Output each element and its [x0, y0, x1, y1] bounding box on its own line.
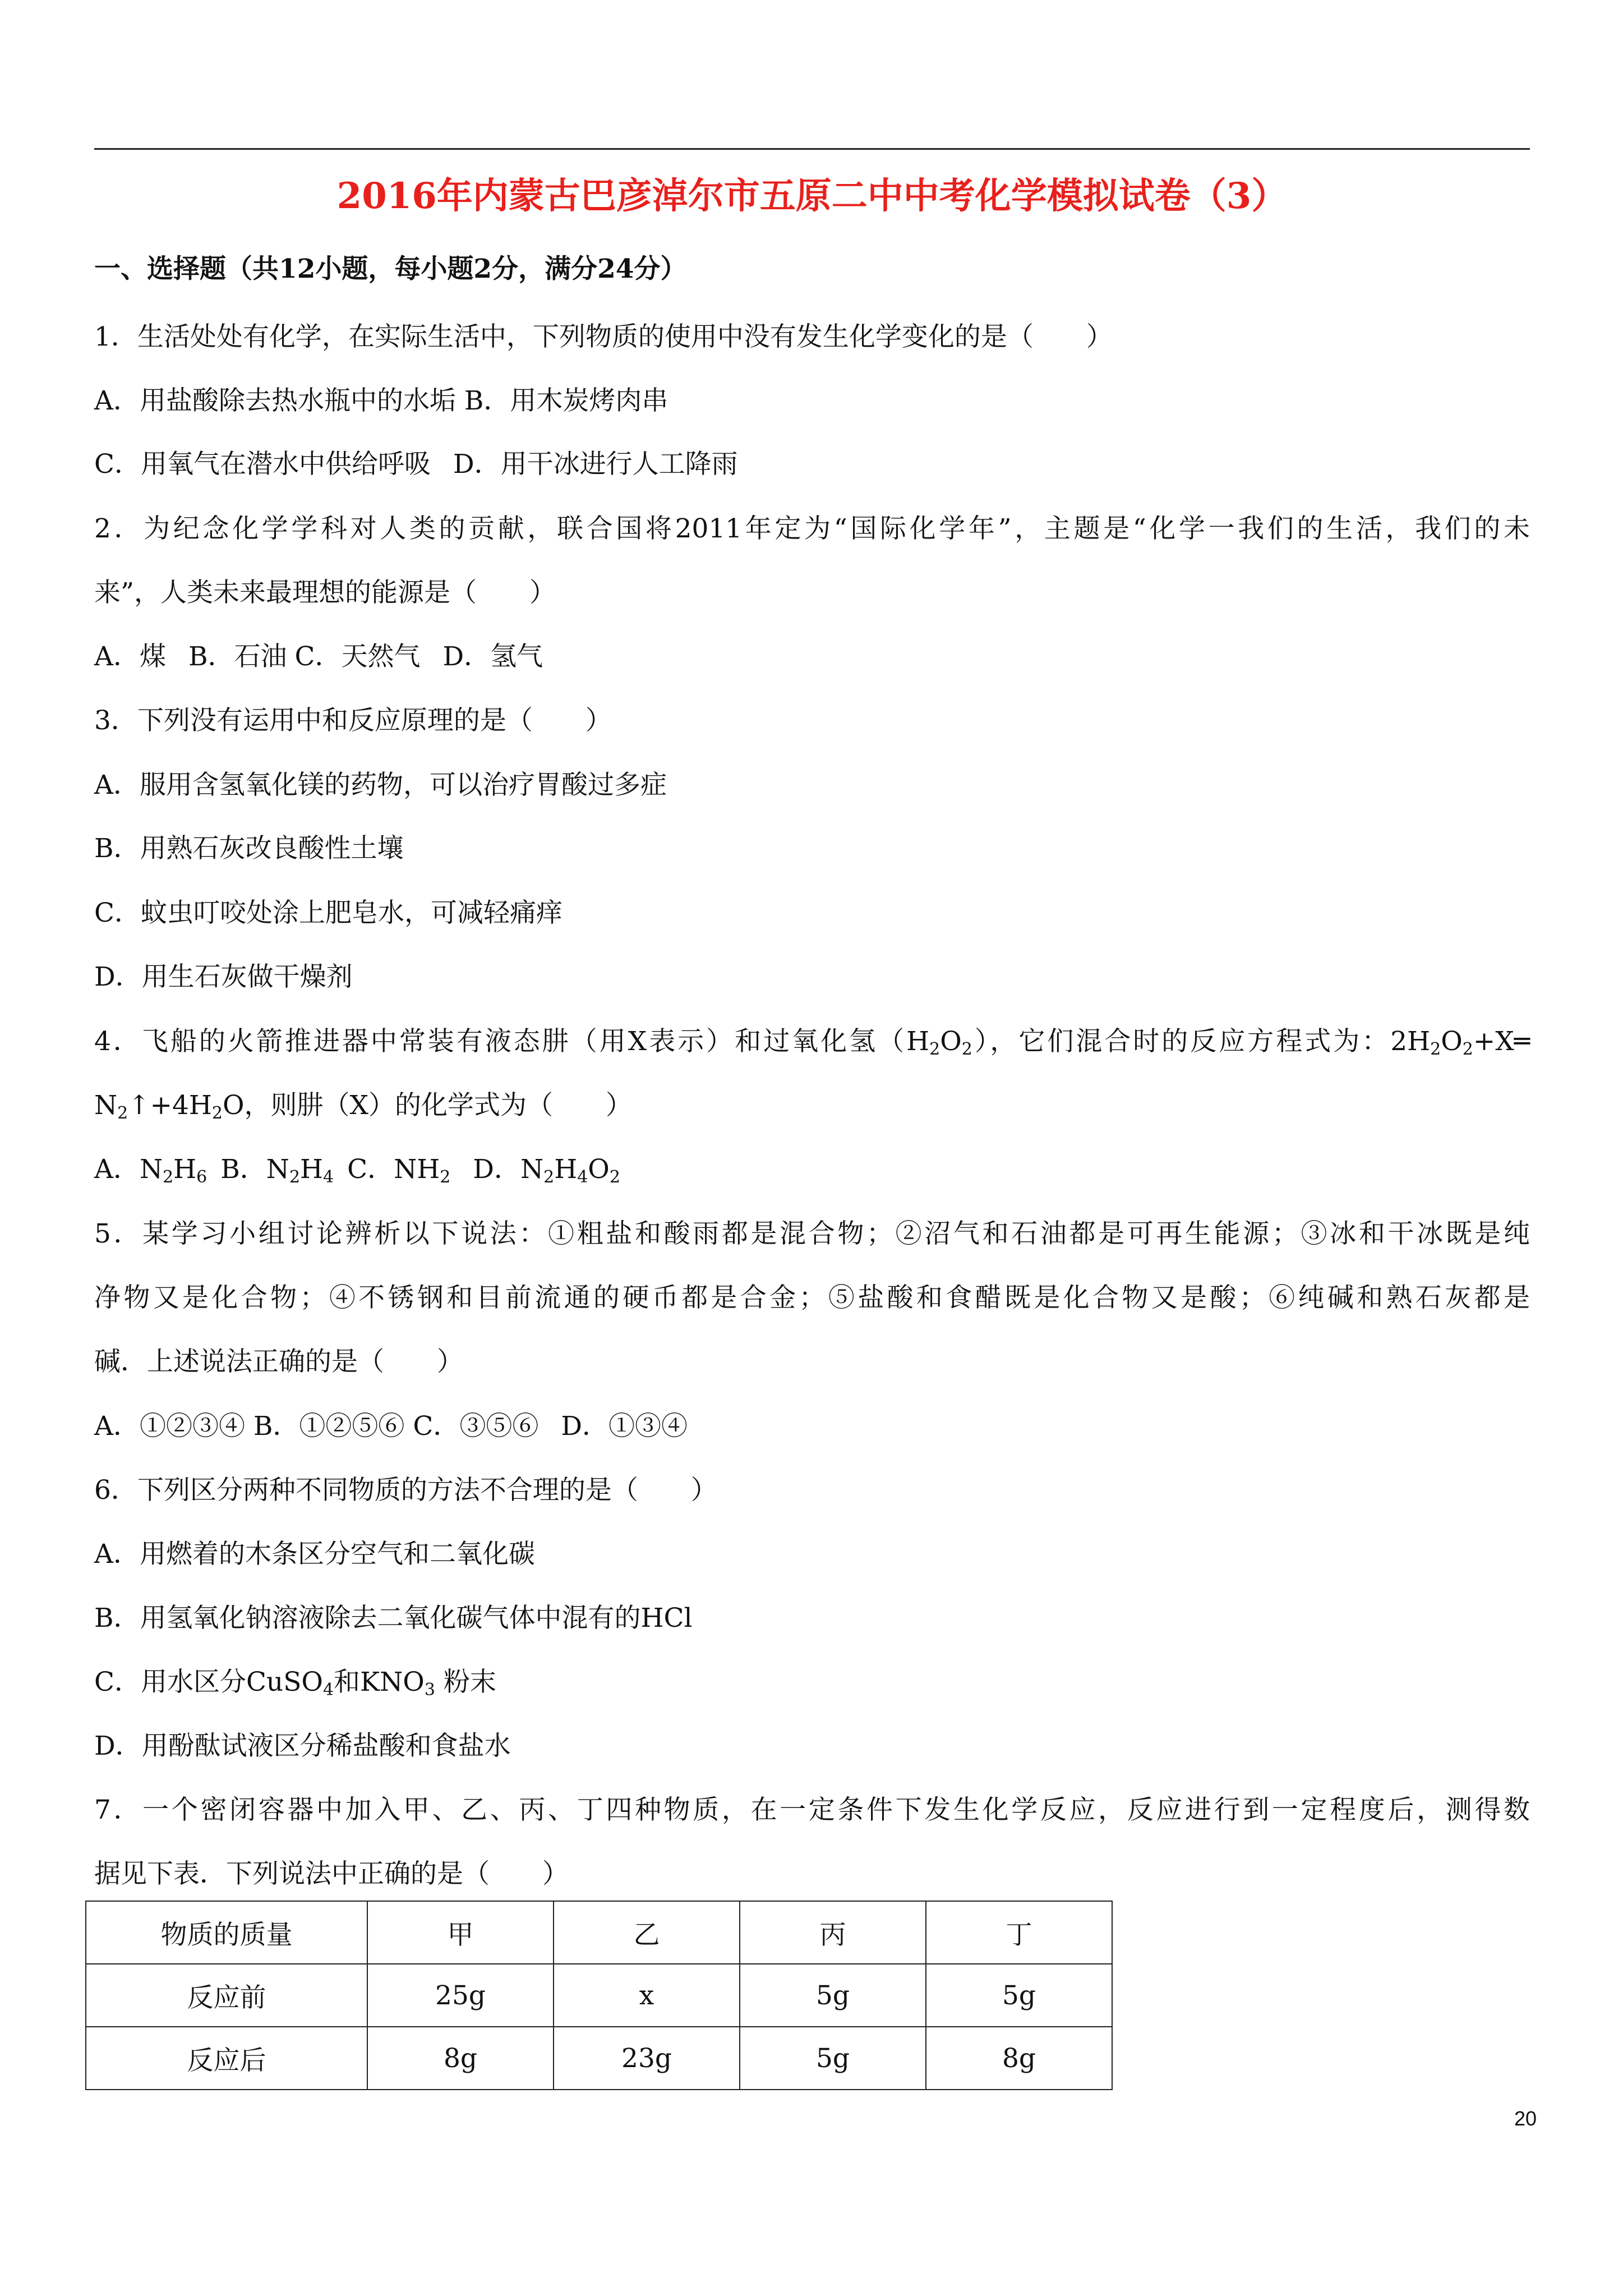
q5-stem-line1: 5．某学习小组讨论辨析以下说法：①粗盐和酸雨都是混合物；②沼气和石油都是可再生能源；③冰和干冰既是纯: [94, 1218, 1530, 1249]
q5-options-abc: A．①②③④ B．①②⑤⑥ C．③⑤⑥: [94, 1411, 539, 1442]
header-rule: [94, 148, 1530, 150]
q6-stem: 6．下列区分两种不同物质的方法不合理的是（ ）: [94, 1475, 717, 1506]
exam-title: 2016年内蒙古巴彦淖尔市五原二中中考化学模拟试卷（3）: [336, 175, 1288, 217]
q4-options: [94, 1150, 620, 1189]
q1-options-cd: [94, 445, 738, 484]
q5-options: [94, 1407, 688, 1446]
table-cell: 5g: [740, 2027, 926, 2090]
q1-stem: 1．生活处处有化学，在实际生活中，下列物质的使用中没有发生化学变化的是（ ）: [94, 321, 1113, 352]
q6-option-a: A．用燃着的木条区分空气和二氧化碳: [94, 1539, 535, 1570]
q3-option-b: B．用熟石灰改良酸性土壤: [94, 833, 404, 864]
table-cell: 反应后: [86, 2027, 367, 2090]
q4-option-d: D．$N_2H_4O_2$: [473, 1154, 620, 1187]
table-cell: 23g: [554, 2027, 740, 2090]
table-cell: 丁: [926, 1901, 1112, 1964]
table-cell: 乙: [554, 1901, 740, 1964]
q2-option-b: B．石油: [188, 641, 287, 672]
q4-option-c: C．$NH_2$: [347, 1154, 451, 1187]
table-cell: 丙: [740, 1901, 926, 1964]
q1-option-d: D．用干冰进行人工降雨: [453, 449, 738, 480]
table-row: [86, 1964, 1112, 2027]
table-cell: 反应前: [86, 1964, 367, 2027]
table-row: [86, 2027, 1112, 2090]
q7-stem-line2: 据见下表．下列说法中正确的是（ ）: [94, 1858, 569, 1889]
q5-stem-line2: 净物又是化合物；④不锈钢和目前流通的硬币都是合金；⑤盐酸和食醋既是化合物又是酸；⑥纯碱和熟石灰都是: [94, 1282, 1530, 1313]
q7-stem-line1: 7．一个密闭容器中加入甲、乙、丙、丁四种物质，在一定条件下发生化学反应，反应进行到一定程度后，测得数: [94, 1795, 1530, 1825]
q3-option-a: A．服用含氢氧化镁的药物，可以治疗胃酸过多症: [94, 770, 667, 800]
q2-stem-line1: 2．为纪念化学学科对人类的贡献，联合国将2011年定为“国际化学年”，主题是“化学一我们的生活，我们的未: [94, 513, 1530, 544]
q2-options: [94, 637, 543, 677]
q2-option-a: A．煤: [94, 641, 166, 672]
table-cell: 8g: [367, 2027, 554, 2090]
q6-option-c: C．用水区分CuSO$_4$和$KNO_3$ 粉末: [94, 1667, 496, 1700]
q3-stem: 3．下列没有运用中和反应原理的是（ ）: [94, 705, 612, 736]
q5-option-d: D．①③④: [561, 1411, 688, 1442]
q2-stem-line2: 来”，人类未来最理想的能源是（ ）: [94, 577, 556, 608]
q3-option-c: C．蚊虫叮咬处涂上肥皂水，可减轻痛痒: [94, 898, 562, 928]
table-cell: 5g: [740, 1964, 926, 2027]
q3-option-d: D．用生石灰做干燥剂: [94, 961, 353, 992]
table-cell: 甲: [367, 1901, 554, 1964]
q4-option-b: B．$N_2H_4$: [220, 1154, 334, 1187]
page-number: 20: [1514, 2107, 1537, 2130]
table-cell: 25g: [367, 1964, 554, 2027]
table-header-row: [86, 1901, 1112, 1964]
q2-option-d: D．氢气: [442, 641, 543, 672]
q2-option-c: C．天然气: [294, 641, 421, 672]
table-cell: 物质的质量: [86, 1901, 367, 1964]
mass-table: [85, 1901, 1113, 2090]
table-cell: 5g: [926, 1964, 1112, 2027]
section-heading: 一、选择题（共12小题，每小题2分，满分24分）: [94, 254, 687, 284]
q6-option-d: D．用酚酞试液区分稀盐酸和食盐水: [94, 1731, 511, 1761]
q4-option-a: A．$N_2H_6$: [94, 1154, 208, 1187]
q1-option-c: C．用氧气在潜水中供给呼吸: [94, 449, 431, 480]
q6-option-b: B．用氢氧化钠溶液除去二氧化碳气体中混有的HCl: [94, 1603, 693, 1634]
table-cell: 8g: [926, 2027, 1112, 2090]
q1-options-ab: A．用盐酸除去热水瓶中的水垢 B．用木炭烤肉串: [94, 385, 668, 416]
q4-stem-line1: 4．飞船的火箭推进器中常装有液态肼（用X表示）和过氧化氢$(H_2O_2)$，它们混合时的反应方程式为：$2H_2O_2+X═$: [94, 1026, 1530, 1059]
table-cell: x: [554, 1964, 740, 2027]
q4-stem-line2: $N_2↑+4H_2O$，则肼（X）的化学式为（ ）: [94, 1090, 632, 1123]
q5-stem-line3: 碱．上述说法正确的是（ ）: [94, 1346, 463, 1377]
